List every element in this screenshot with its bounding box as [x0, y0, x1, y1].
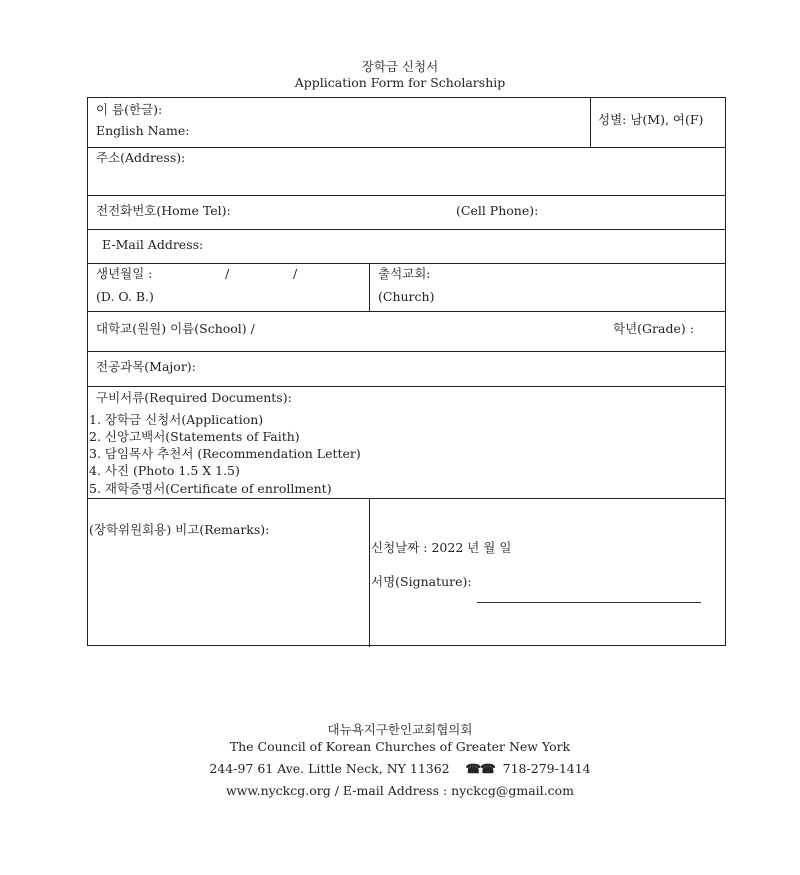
- church-english-label: (Church): [378, 289, 435, 304]
- column-divider: [369, 498, 370, 647]
- name-korean-label: 이 름(한글):: [96, 102, 163, 117]
- remarks-label: (장학위원회용) 비고(Remarks):: [89, 522, 270, 537]
- row-divider: [88, 351, 725, 352]
- signature-line: [477, 602, 701, 603]
- column-divider: [369, 263, 370, 311]
- gender-label: 성별: 남(M), 여(F): [598, 112, 704, 127]
- document-item: 2. 신앙고백서(Statements of Faith): [89, 429, 300, 444]
- cell-phone-label: (Cell Phone):: [456, 203, 539, 218]
- row-divider: [88, 195, 725, 196]
- name-english-label: English Name:: [96, 123, 190, 138]
- form-title-english: Application Form for Scholarship: [294, 75, 506, 90]
- document-item: 4. 사진 (Photo 1.5 X 1.5): [89, 463, 240, 478]
- school-label: 대학교(원원) 이름(School) /: [96, 321, 255, 336]
- row-divider: [88, 263, 725, 264]
- major-label: 전공과목(Major):: [96, 359, 196, 374]
- row-divider: [88, 498, 725, 499]
- dob-english-label: (D. O. B.): [96, 289, 154, 304]
- organization-name-english: The Council of Korean Churches of Greater New York: [229, 739, 571, 754]
- row-divider: [88, 386, 725, 387]
- church-korean-label: 출석교회:: [378, 266, 431, 281]
- row-divider: [88, 147, 725, 148]
- home-tel-label: 전전화번호(Home Tel):: [96, 203, 231, 218]
- dob-separator: /: [225, 266, 230, 281]
- organization-name-korean: 대뉴욕지구한인교회협의회: [327, 722, 473, 737]
- document-item: 3. 담임목사 추천서 (Recommendation Letter): [89, 446, 361, 461]
- row-divider: [88, 311, 725, 312]
- required-documents-title: 구비서류(Required Documents):: [96, 390, 292, 405]
- web-email-line: www.nyckcg.org / E-mail Address : nyckcg@gmail.com: [225, 783, 574, 798]
- document-item: 1. 장학금 신청서(Application): [89, 412, 264, 427]
- address-label: 주소(Address):: [96, 150, 186, 165]
- document-item: 5. 재학증명서(Certificate of enrollment): [89, 481, 332, 496]
- signature-label: 서명(Signature):: [371, 574, 472, 589]
- organization-phone: 718-279-1414: [502, 761, 591, 776]
- row-divider: [88, 229, 725, 230]
- column-divider: [590, 98, 591, 147]
- application-form: [87, 97, 726, 646]
- email-label: E-Mail Address:: [102, 237, 204, 252]
- grade-label: 학년(Grade) :: [613, 321, 694, 336]
- contact-line: [0, 761, 800, 776]
- dob-separator: /: [293, 266, 298, 281]
- dob-korean-label: 생년월일 :: [96, 266, 153, 281]
- application-date-label: 신청날짜 : 2022 년 월 일: [371, 540, 512, 555]
- telephone-icon: ☎☎: [465, 761, 495, 776]
- form-title-korean: 장학금 신청서: [361, 59, 439, 74]
- organization-address: 244-97 61 Ave. Little Neck, NY 11362: [209, 761, 450, 776]
